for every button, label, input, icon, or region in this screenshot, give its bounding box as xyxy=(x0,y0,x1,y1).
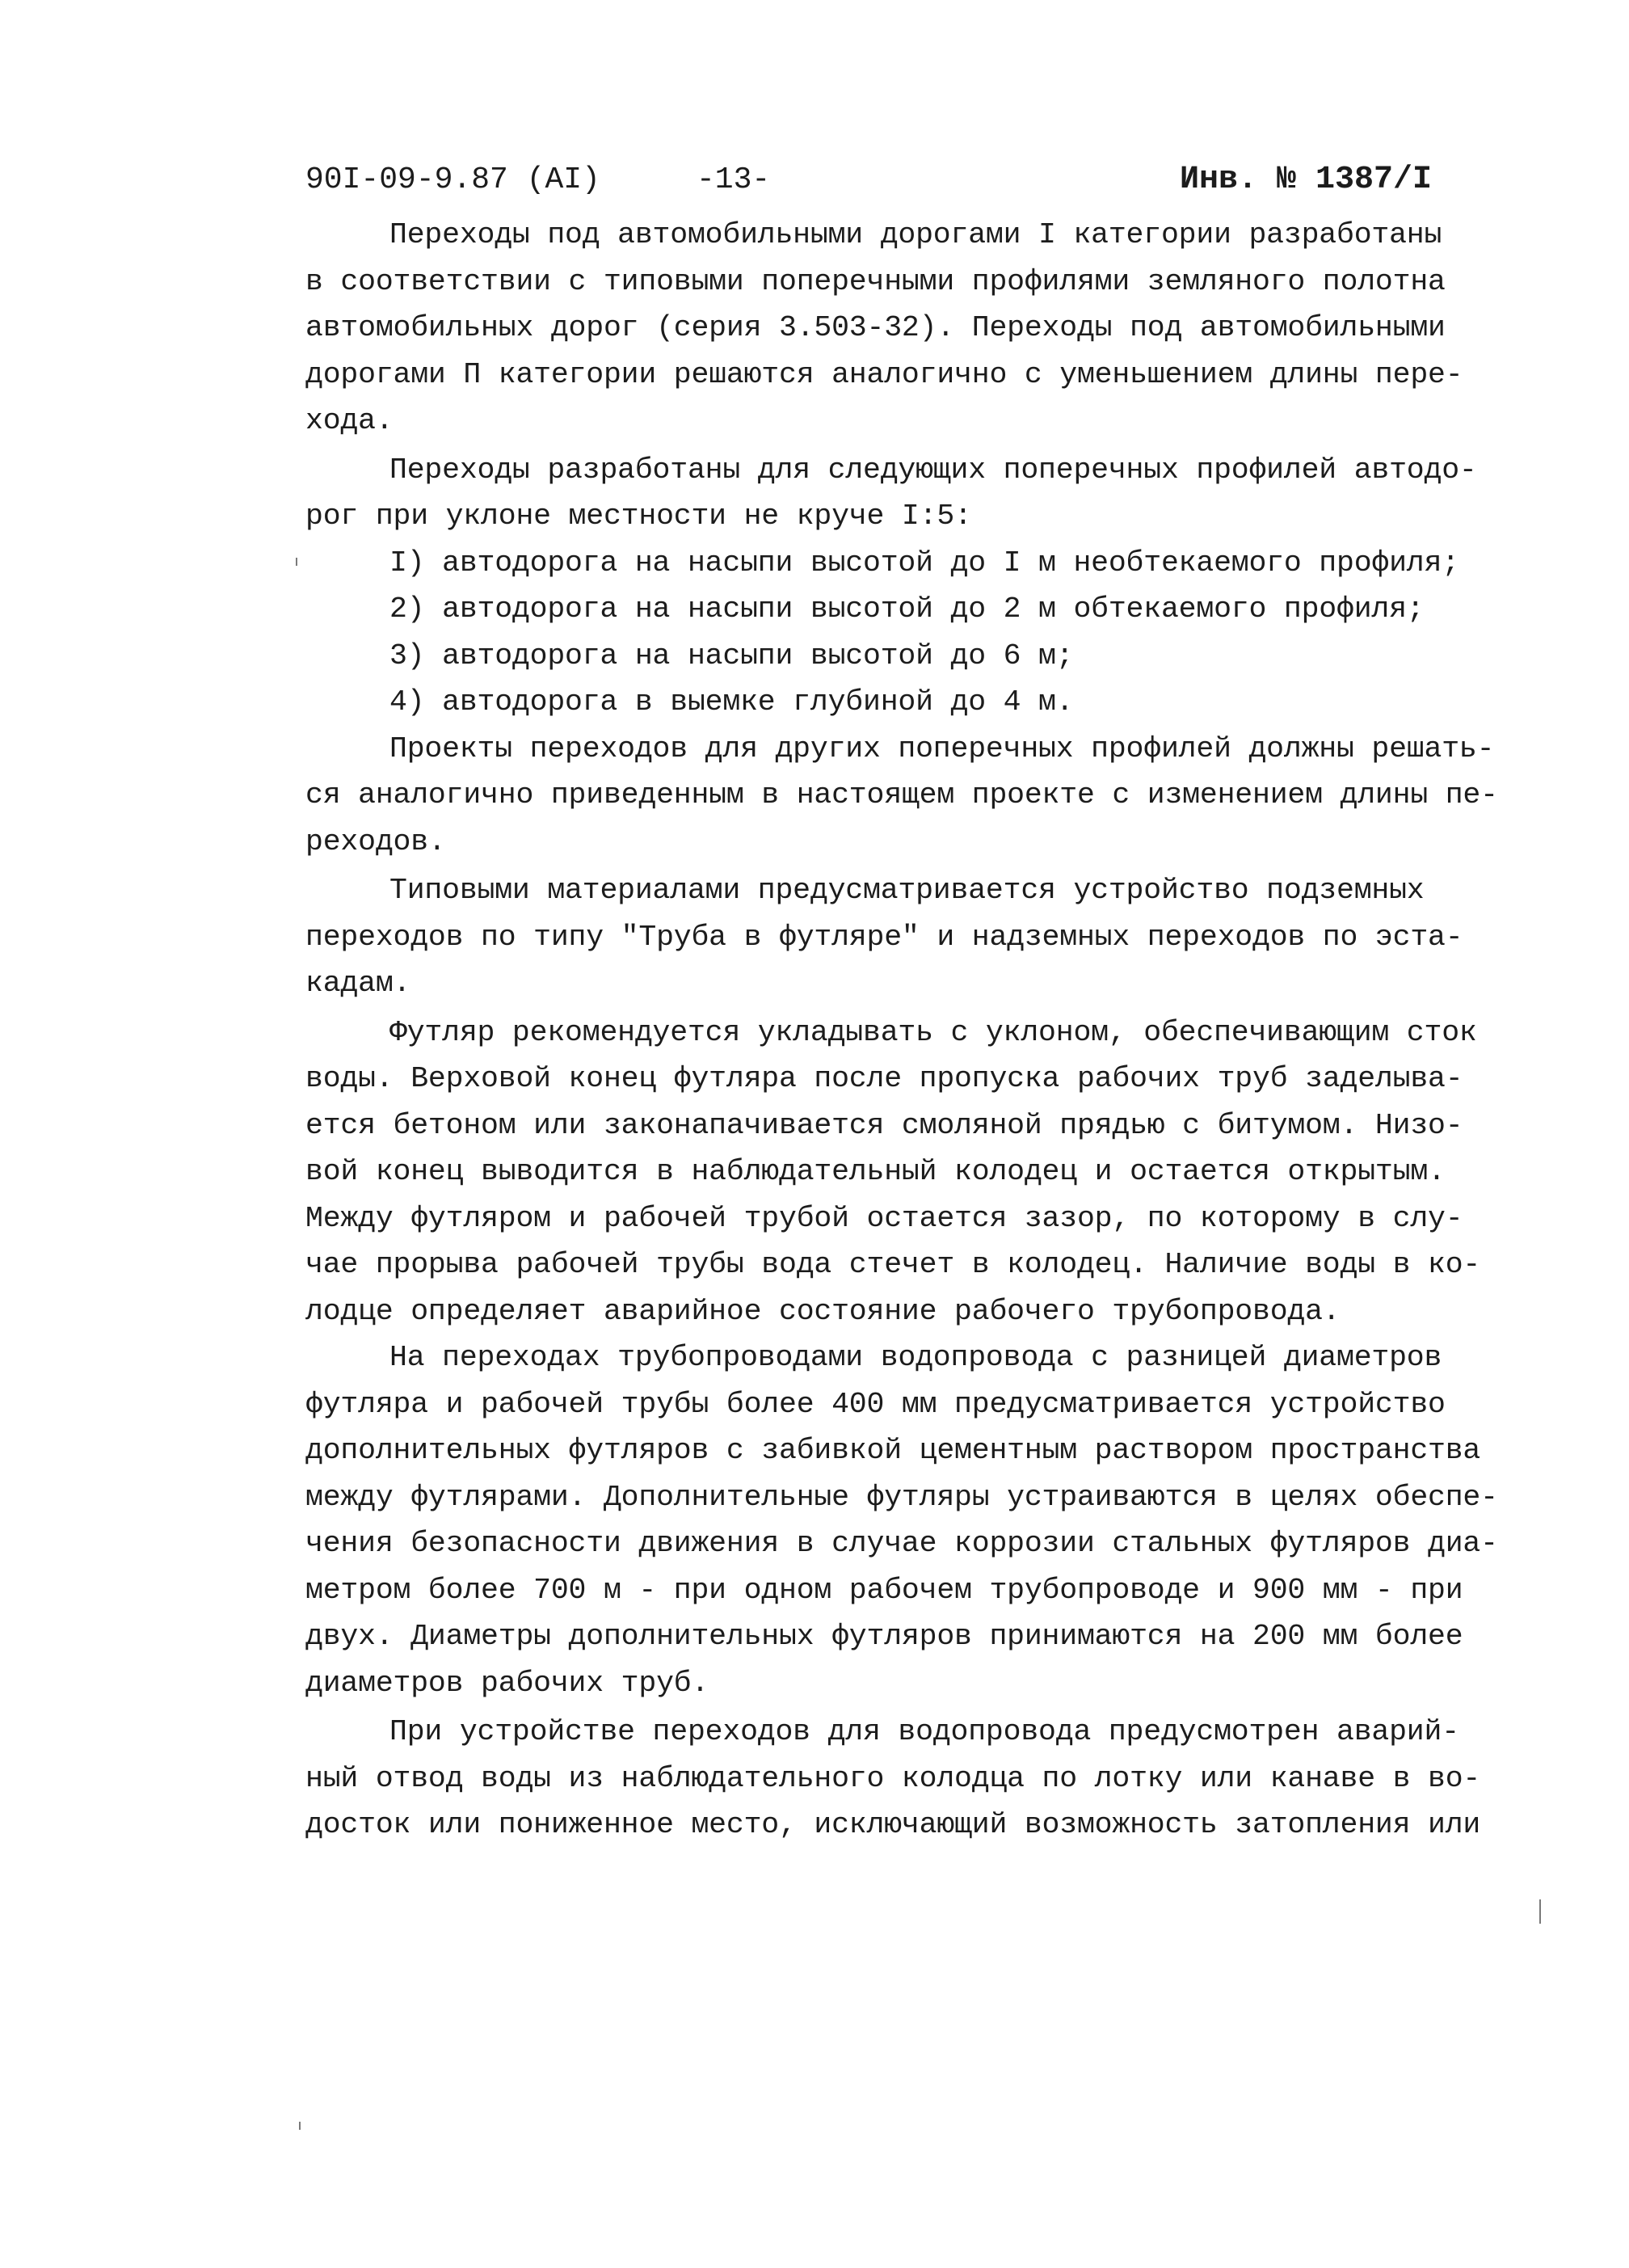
text-line: чения безопасности движения в случае коррозии стальных футляров диа- xyxy=(305,1527,1498,1560)
text-line: вой конец выводится в наблюдательный колодец и остается открытым. xyxy=(305,1155,1446,1188)
text-line: футляра и рабочей трубы более 400 мм предусматривается устройство xyxy=(305,1387,1446,1421)
list-item: 2) автодорога на насыпи высотой до 2 м обтекаемого профиля; xyxy=(389,592,1425,626)
inventory-number: Инв. № 1387/I xyxy=(1180,162,1433,198)
text-line: лодце определяет аварийное состояние рабочего трубопровода. xyxy=(305,1294,1341,1328)
text-line: диаметров рабочих труб. xyxy=(305,1666,709,1700)
text-line: досток или пониженное место, исключающий возможность затопления или xyxy=(305,1808,1481,1841)
text-line: реходов. xyxy=(305,824,446,858)
text-line: дополнительных футляров с забивкой цементным раствором пространства xyxy=(305,1434,1481,1467)
text-line: воды. Верховой конец футляра после пропуска рабочих труб заделыва- xyxy=(305,1062,1463,1095)
document-code: 90I-09-9.87 (AI) xyxy=(305,162,600,197)
text-line: между футлярами. Дополнительные футляры устраиваются в целях обеспе- xyxy=(305,1480,1498,1514)
text-line: хода. xyxy=(305,404,394,437)
scan-artifact-mark xyxy=(1539,1899,1541,1924)
scan-artifact-mark xyxy=(296,558,297,566)
list-item: 4) автодорога в выемке глубиной до 4 м. xyxy=(389,685,1074,719)
text-line: На переходах трубопроводами водопровода с разницей диаметров xyxy=(389,1341,1442,1374)
text-line: дорогами П категории решаются аналогично с уменьшением длины пере- xyxy=(305,357,1463,391)
text-line: чае прорыва рабочей трубы вода стечет в колодец. Наличие воды в ко- xyxy=(305,1248,1481,1281)
text-line: кадам. xyxy=(305,967,411,1000)
scan-artifact-mark xyxy=(299,2122,301,2130)
text-line: метром более 700 м - при одном рабочем трубопроводе и 900 мм - при xyxy=(305,1573,1463,1607)
text-line: двух. Диаметры дополнительных футляров принимаются на 200 мм более xyxy=(305,1620,1463,1653)
text-line: ный отвод воды из наблюдательного колодца по лотку или канаве в во- xyxy=(305,1761,1481,1795)
text-line: Типовыми материалами предусматривается устройство подземных xyxy=(389,874,1425,907)
list-item: I) автодорога на насыпи высотой до I м необтекаемого профиля; xyxy=(389,546,1459,580)
body-text xyxy=(305,212,1498,1849)
page-number: -13- xyxy=(697,162,771,197)
text-line: рог при уклоне местности не круче I:5: xyxy=(305,500,972,533)
text-line: автомобильных дорог (серия 3.503-32). Переходы под автомобильными xyxy=(305,311,1446,344)
text-line: Переходы под автомобильными дорогами I категории разработаны xyxy=(389,218,1442,251)
text-line: Переходы разработаны для следующих поперечных профилей автодо- xyxy=(389,453,1477,487)
text-line: ся аналогично приведенным в настоящем проекте с изменением длины пе- xyxy=(305,778,1498,812)
text-line: ется бетоном или законапачивается смоляной прядью с битумом. Низо- xyxy=(305,1108,1463,1142)
text-line: Футляр рекомендуется укладывать с уклоном, обеспечивающим сток xyxy=(389,1015,1477,1049)
text-line: переходов по типу "Труба в футляре" и надземных переходов по эста- xyxy=(305,920,1463,954)
text-line: Между футляром и рабочей трубой остается зазор, по которому в слу- xyxy=(305,1201,1463,1235)
text-line: Проекты переходов для других поперечных профилей должны решать- xyxy=(389,731,1495,765)
list-item: 3) автодорога на насыпи высотой до 6 м; xyxy=(389,639,1074,672)
text-line: При устройстве переходов для водопровода предусмотрен аварий- xyxy=(389,1715,1459,1748)
text-line: в соответствии с типовыми поперечными профилями земляного полотна xyxy=(305,264,1446,298)
